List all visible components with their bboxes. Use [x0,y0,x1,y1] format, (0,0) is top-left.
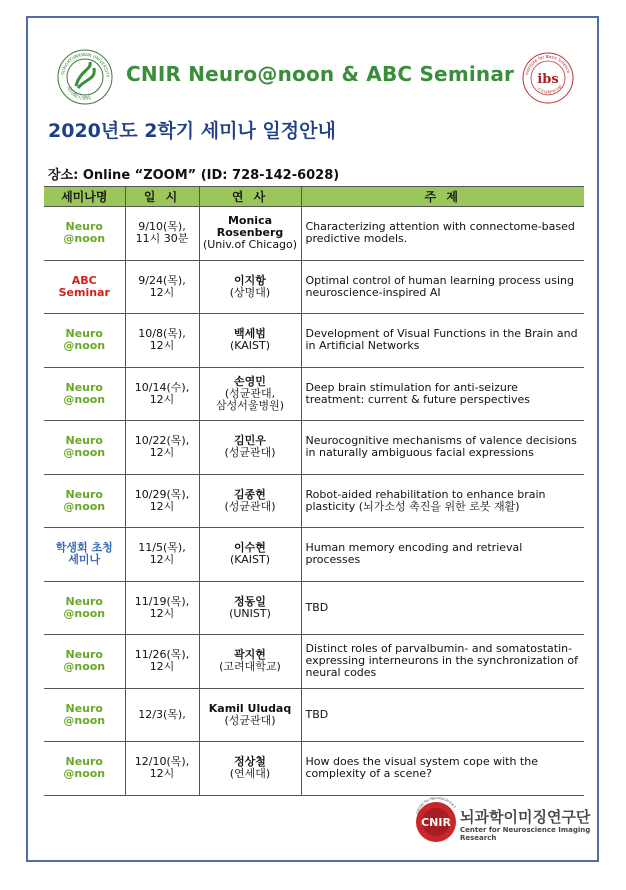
table-row [44,581,584,635]
table-row [44,314,584,368]
table-row [44,474,584,528]
col-header-speaker: 연 사 [199,187,301,207]
speaker-affiliation: (연세대) [229,767,271,781]
seminar-topic: Robot-aided rehabilitation to enhance brain plasticity (뇌가소성 촉진을 위한 로봇 재활) [301,474,584,528]
speaker-cell [199,207,301,261]
speaker-name: 이수현 [234,541,266,555]
speaker-cell [199,260,301,314]
table-row [44,260,584,314]
speaker-name: Monica Rosenberg [216,214,284,240]
seminar-type: Neuro @noon [44,421,125,475]
speaker-name: 손영민 [234,374,266,388]
col-header-date: 일 시 [125,187,199,207]
svg-text:CNIR: CNIR [421,816,451,829]
footer-title-ko: 뇌과학이미징연구단 [460,808,591,826]
table-row [44,421,584,475]
speaker-affiliation: (KAIST) [229,553,271,567]
ibs-logo [522,52,574,104]
table-row [44,367,584,421]
speaker-affiliation: (Univ.of Chicago) [202,238,298,252]
seminar-date: 10/22(목), 12시 [125,421,199,475]
seminar-date: 10/29(목), 12시 [125,474,199,528]
speaker-affiliation: (고려대학교) [219,660,281,674]
header [28,40,599,110]
table-row [44,742,584,796]
footer-title-en: Center for Neuroscience Imaging Research [460,826,591,842]
seminar-topic: Neurocognitive mechanisms of valence decisions in naturally ambiguous facial expressions [301,421,584,475]
seminar-topic: Development of Visual Functions in the Brain and in Artificial Networks [301,314,584,368]
speaker-cell [199,367,301,421]
speaker-cell [199,742,301,796]
table-row [44,528,584,582]
seminar-type: Neuro @noon [44,207,125,261]
speaker-cell [199,581,301,635]
speaker-cell [199,635,301,689]
speaker-affiliation: (UNIST) [229,606,271,620]
speaker-name: 정상철 [234,755,266,769]
seminar-type: Neuro @noon [44,474,125,528]
seminar-type: ABC Seminar [44,260,125,314]
seminar-topic: TBD [301,581,584,635]
svg-text:成均館大學校: 成均館大學校 [64,85,92,103]
speaker-affiliation: (성균관대) [224,446,276,460]
speaker-name: 이지항 [234,273,266,287]
svg-text:SUNGKYUNKWAN UNIVERSITY: SUNGKYUNKWAN UNIVERSITY [61,52,110,78]
seminar-date: 11/19(목), 12시 [125,581,199,635]
speaker-name: 백세범 [234,327,266,341]
svg-text:ibs: ibs [537,72,559,87]
seminar-date: 12/10(목), 12시 [125,742,199,796]
svg-text:기초과학연구원: 기초과학연구원 [534,84,564,97]
speaker-name: 정동일 [234,594,266,608]
seminar-date: 10/8(목), 12시 [125,314,199,368]
speaker-cell [199,528,301,582]
seminar-type: Neuro @noon [44,581,125,635]
seminar-date: 12/3(목), [125,688,199,742]
seminar-type: Neuro @noon [44,742,125,796]
seminar-type: Neuro @noon [44,314,125,368]
speaker-name: Kamil Uludaq [208,701,292,715]
speaker-cell [199,314,301,368]
location-info: 장소: Online “ZOOM” (ID: 728-142-6028) [48,168,340,183]
svg-text:Institute for Basic Science: Institute for Basic Science [524,53,572,76]
seminar-date: 9/10(목), 11시 30분 [125,207,199,261]
seminar-type: 학생회 초청 세미나 [44,528,125,582]
speaker-name: 김종현 [234,487,266,501]
seminar-topic: Human memory encoding and retrieval processes [301,528,584,582]
page-title: 2020년도 2학기 세미나 일정안내 [48,120,336,142]
col-header-topic: 주 제 [301,187,584,207]
speaker-affiliation: (성균관대) [224,713,276,727]
table-row [44,635,584,689]
schedule-table [44,186,584,796]
seminar-type: Neuro @noon [44,688,125,742]
speaker-affiliation: (KAIST) [229,339,271,353]
seminar-topic: Optimal control of human learning process using neuroscience-inspired AI [301,260,584,314]
svg-text:Center for Neuroscience Imagin: Center for Neuroscience I [415,796,457,815]
table-header-row [44,187,584,207]
seminar-topic: Deep brain stimulation for anti-seizure treatment: current & future perspectives [301,367,584,421]
seminar-date: 11/5(목), 12시 [125,528,199,582]
speaker-cell [199,474,301,528]
seminar-type: Neuro @noon [44,367,125,421]
speaker-affiliation: (상명대) [229,285,271,299]
skku-logo [56,48,114,106]
header-title: CNIR Neuro@noon & ABC Seminar [126,62,515,86]
seminar-date: 10/14(수), 12시 [125,367,199,421]
speaker-name: 곽지현 [234,648,266,662]
seminar-topic: Distinct roles of parvalbumin- and somatostatin-expressing interneurons in the synchronization of neural codes [301,635,584,689]
table-row [44,207,584,261]
speaker-affiliation: (성균관대, 삼성서울병원) [215,386,285,412]
table-row [44,688,584,742]
seminar-date: 11/26(목), 12시 [125,635,199,689]
speaker-cell [199,688,301,742]
seminar-topic: How does the visual system cope with the complexity of a scene? [301,742,584,796]
speaker-name: 김민우 [234,434,266,448]
seminar-date: 9/24(목), 12시 [125,260,199,314]
col-header-seminar: 세미나명 [44,187,125,207]
speaker-cell [199,421,301,475]
page-frame [26,16,599,862]
seminar-topic: Characterizing attention with connectome-based predictive models. [301,207,584,261]
seminar-type: Neuro @noon [44,635,125,689]
seminar-topic: TBD [301,688,584,742]
speaker-affiliation: (성균관대) [224,499,276,513]
